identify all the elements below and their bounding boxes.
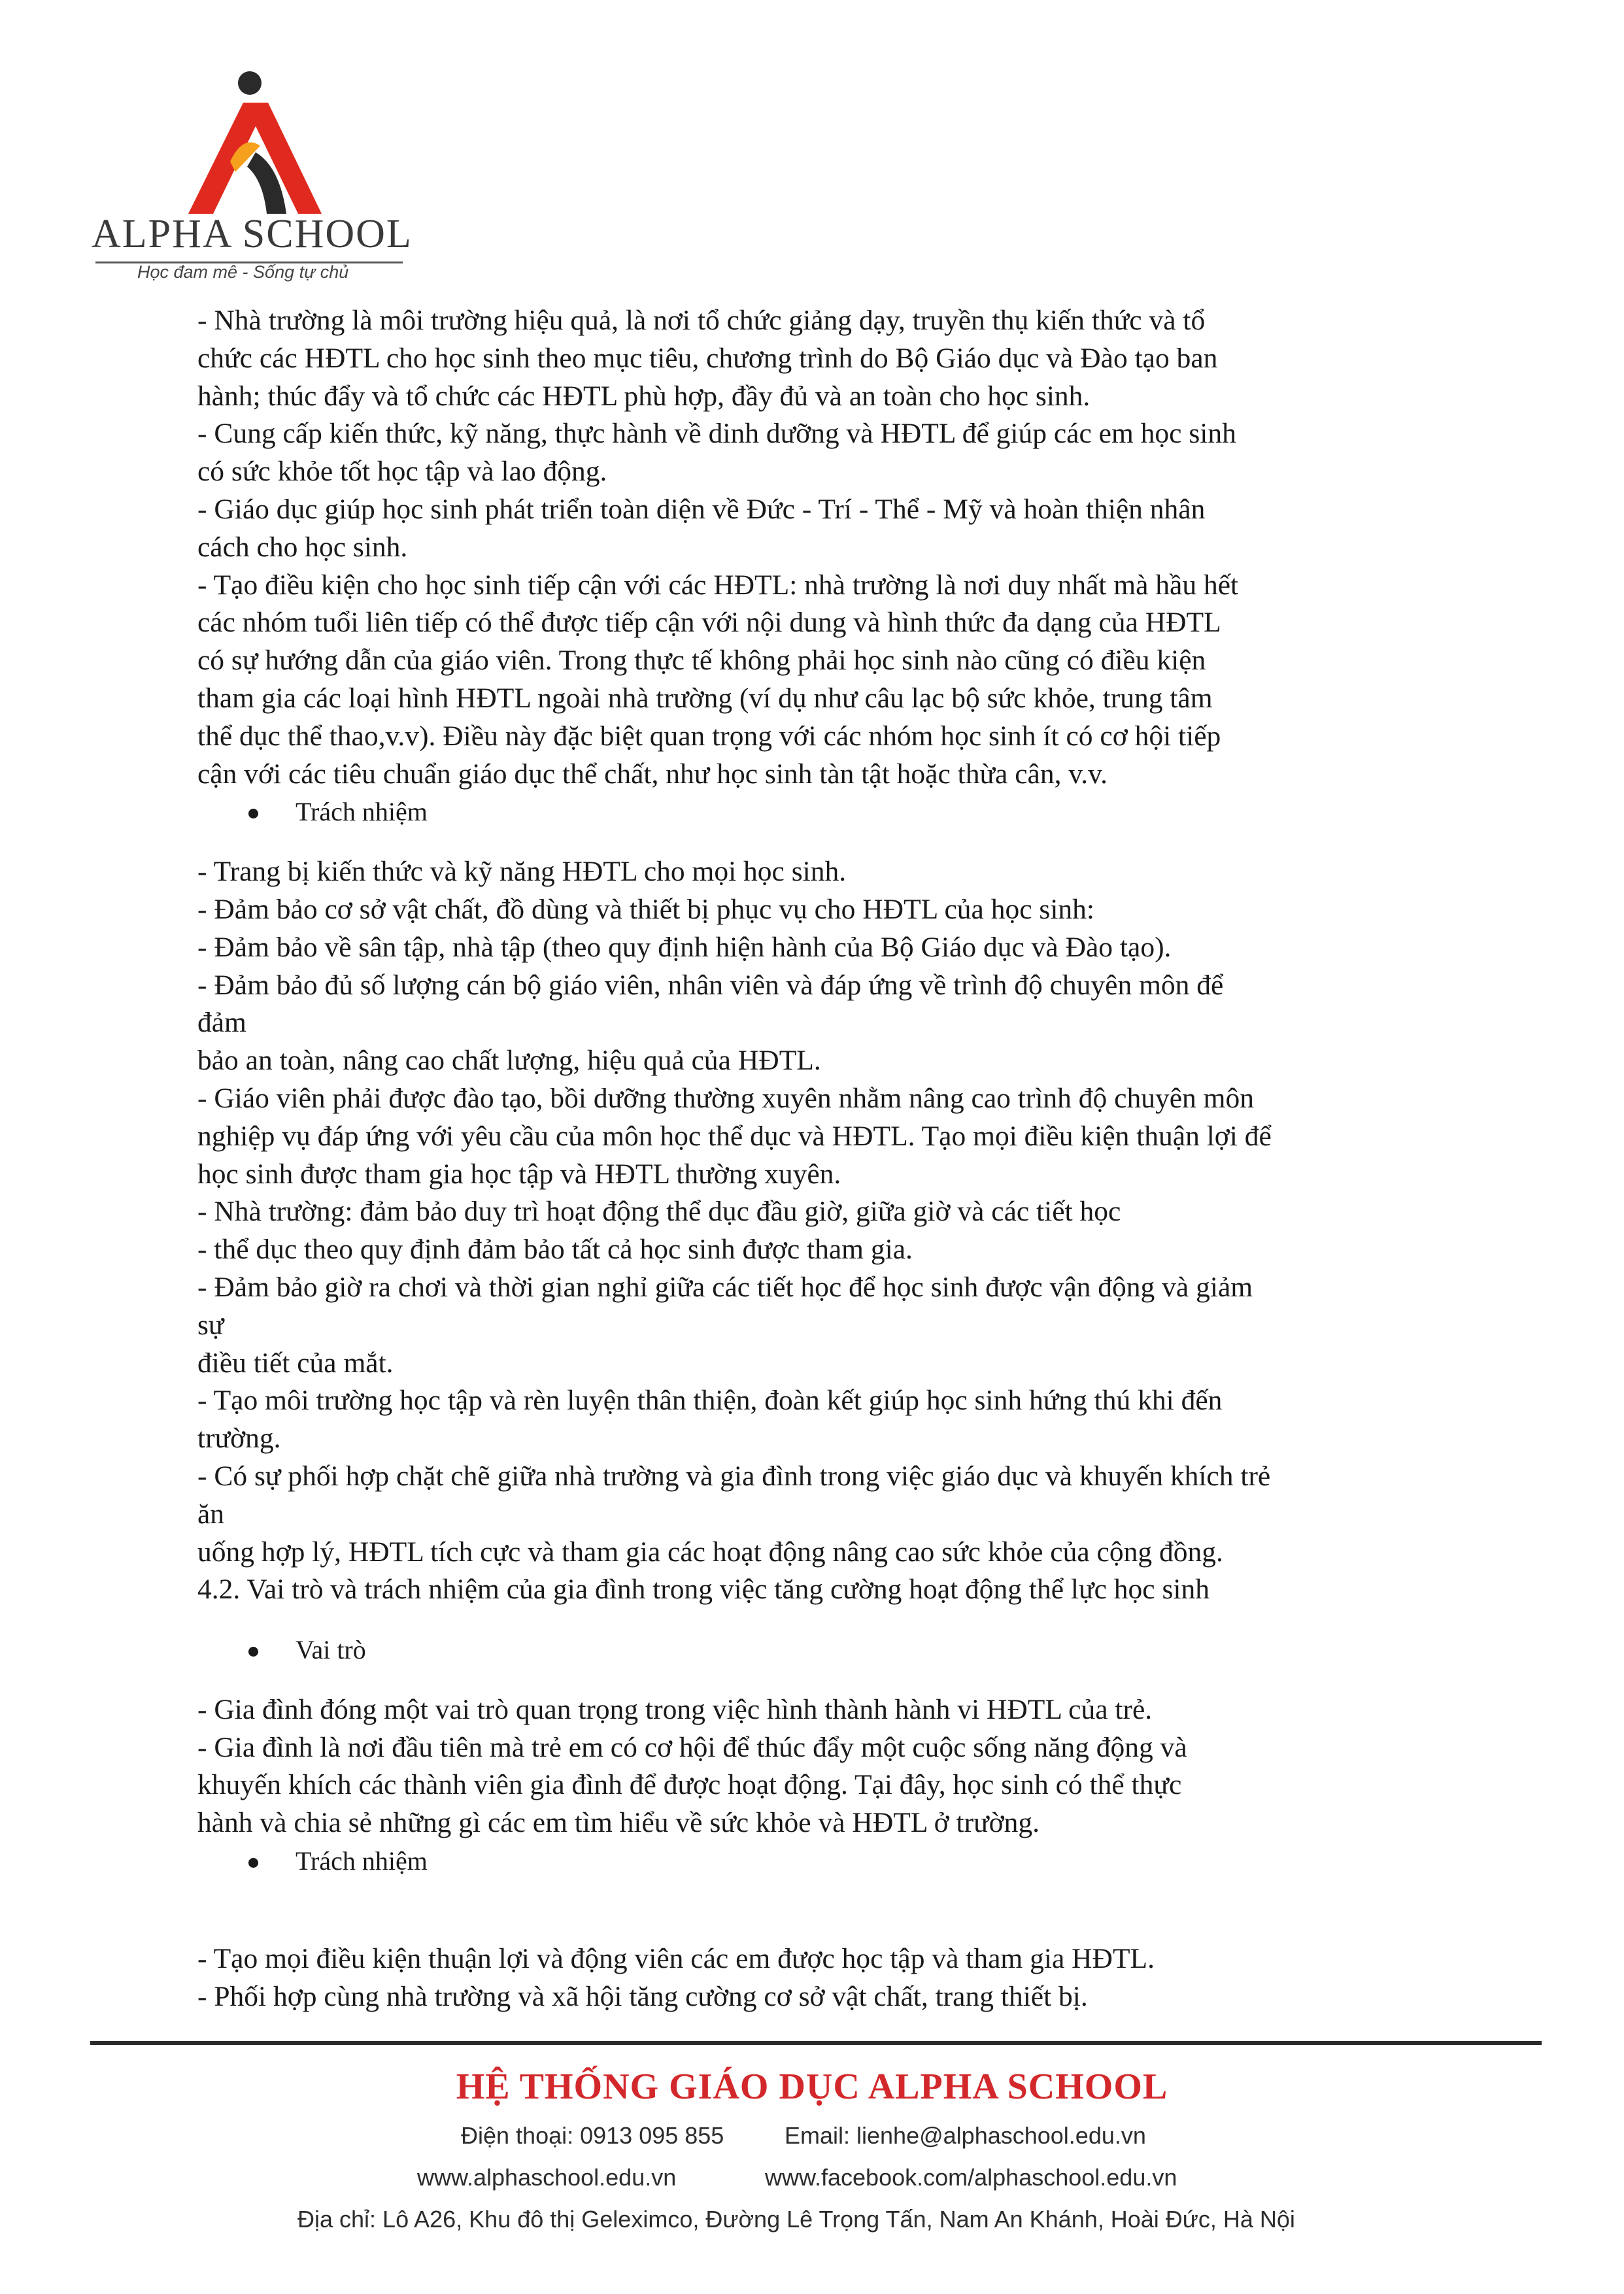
- family-responsibilities-section: [197, 1940, 1466, 2016]
- text-line: - Giáo viên phải được đào tạo, bồi dưỡng thường xuyên nhằm nâng cao trình độ chuyên môn: [197, 1082, 1254, 1114]
- text-line: hành và chia sẻ những gì các em tìm hiểu về sức khỏe và HĐTL ở trường.: [197, 1807, 1040, 1839]
- text-line: các nhóm tuổi liên tiếp có thể được tiếp cận với nội dung và hình thức đa dạng của HĐTL: [197, 607, 1221, 639]
- text-line: - Gia đình đóng một vai trò quan trọng trong việc hình thành hành vi HĐTL của trẻ.: [197, 1693, 1153, 1725]
- text-line: - Đảm bảo cơ sở vật chất, đồ dùng và thiết bị phục vụ cho HĐTL của học sinh:: [197, 893, 1095, 925]
- footer-phone: Điện thoại: 0913 095 855: [461, 2122, 724, 2149]
- text-line: cách cho học sinh.: [197, 531, 408, 563]
- footer-facebook-link[interactable]: www.facebook.com/alphaschool.edu.vn: [765, 2164, 1177, 2191]
- bullet-label: Trách nhiệm: [296, 1846, 428, 1876]
- alpha-logo-icon: [170, 69, 340, 216]
- text-line: thể dục thể thao,v.v). Điều này đặc biệt quan trọng với các nhóm học sinh ít có cơ hội tiếp: [197, 720, 1221, 752]
- bullet-label: Trách nhiệm: [296, 797, 428, 827]
- logo-tagline: Học đam mê - Sống tự chủ: [137, 262, 349, 282]
- text-line: - thể dục theo quy định đảm bảo tất cả học sinh được tham gia.: [197, 1234, 913, 1266]
- text-line: - Đảm bảo về sân tập, nhà tập (theo quy định hiện hành của Bộ Giáo dục và Đào tạo).: [197, 931, 1172, 963]
- text-line: trường.: [197, 1423, 281, 1455]
- text-line: khuyến khích các thành viên gia đình để được hoạt động. Tại đây, học sinh có thể thực: [197, 1769, 1182, 1801]
- text-line: sự: [197, 1309, 224, 1341]
- text-line: học sinh được tham gia học tập và HĐTL thường xuyên.: [197, 1158, 841, 1190]
- bullet-dot-icon: [248, 1647, 258, 1657]
- document-body: [197, 302, 1466, 2016]
- school-roles-section: [197, 302, 1466, 793]
- school-logo: [92, 69, 418, 291]
- text-line: nghiệp vụ đáp ứng với yêu cầu của môn học thể dục và HĐTL. Tạo mọi điều kiện thuận lợi để: [197, 1120, 1272, 1152]
- school-responsibilities-section: [197, 853, 1466, 1609]
- text-line: đảm: [197, 1007, 246, 1039]
- text-line: - Giáo dục giúp học sinh phát triển toàn diện về Đức - Trí - Thể - Mỹ và hoàn thiện nhân: [197, 493, 1206, 525]
- text-line: uống hợp lý, HĐTL tích cực và tham gia các hoạt động nâng cao sức khỏe của cộng đồng.: [197, 1536, 1223, 1568]
- bullet-label: Vai trò: [296, 1635, 366, 1665]
- text-line: ăn: [197, 1498, 225, 1530]
- bullet-school-responsibility: [197, 793, 1466, 831]
- text-line: có sức khỏe tốt học tập và lao động.: [197, 456, 607, 488]
- text-line: tham gia các loại hình HĐTL ngoài nhà trường (ví dụ như câu lạc bộ sức khỏe, trung tâm: [197, 682, 1213, 714]
- footer-divider: [90, 2041, 1542, 2045]
- text-line: - Tạo mọi điều kiện thuận lợi và động viên các em được học tập và tham gia HĐTL.: [197, 1942, 1155, 1974]
- spacer: [197, 1880, 1466, 1940]
- text-line: chức các HĐTL cho học sinh theo mục tiêu, chương trình do Bộ Giáo dục và Đào tạo ban: [197, 342, 1218, 374]
- footer-title: HỆ THỐNG GIÁO DỤC ALPHA SCHOOL: [456, 2066, 1168, 2107]
- text-line: bảo an toàn, nâng cao chất lượng, hiệu quả của HĐTL.: [197, 1045, 821, 1077]
- text-line: - Tạo môi trường học tập và rèn luyện thân thiện, đoàn kết giúp học sinh hứng thú khi đến: [197, 1385, 1223, 1417]
- bullet-dot-icon: [248, 1858, 258, 1868]
- logo-wordmark: ALPHA SCHOOL: [92, 212, 413, 256]
- spacer: [197, 1609, 1466, 1631]
- spacer: [197, 831, 1466, 853]
- text-line: có sự hướng dẫn của giáo viên. Trong thực tế không phải học sinh nào cũng có điều kiện: [197, 645, 1206, 677]
- text-line: - Tạo điều kiện cho học sinh tiếp cận với các HĐTL: nhà trường là nơi duy nhất mà hầu hết: [197, 569, 1239, 601]
- text-line: - Nhà trường: đảm bảo duy trì hoạt động thể dục đầu giờ, giữa giờ và các tiết học: [197, 1196, 1121, 1228]
- text-line: - Phối hợp cùng nhà trường và xã hội tăng cường cơ sở vật chất, trang thiết bị.: [197, 1980, 1088, 2012]
- bullet-family-role: [197, 1631, 1466, 1669]
- text-line: cận với các tiêu chuẩn giáo dục thể chất, như học sinh tàn tật hoặc thừa cân, v.v.: [197, 758, 1108, 790]
- text-line: - Đảm bảo đủ số lượng cán bộ giáo viên, nhân viên và đáp ứng về trình độ chuyên môn để: [197, 969, 1224, 1001]
- spacer: [197, 1669, 1466, 1691]
- footer-website-link[interactable]: www.alphaschool.edu.vn: [417, 2164, 677, 2191]
- section-heading: 4.2. Vai trò và trách nhiệm của gia đình trong việc tăng cường hoạt động thể lực học sinh: [197, 1574, 1210, 1606]
- text-line: - Nhà trường là môi trường hiệu quả, là nơi tổ chức giảng dạy, truyền thụ kiến thức và tổ: [197, 305, 1206, 336]
- text-line: - Có sự phối hợp chặt chẽ giữa nhà trường và gia đình trong việc giáo dục và khuyến khích trẻ: [197, 1460, 1271, 1492]
- footer-address: Địa chỉ: Lô A26, Khu đô thị Geleximco, Đường Lê Trọng Tấn, Nam An Khánh, Hoài Đức, Hà Nội: [297, 2206, 1295, 2233]
- text-line: - Đảm bảo giờ ra chơi và thời gian nghỉ giữa các tiết học để học sinh được vận động và giảm: [197, 1271, 1253, 1303]
- bullet-family-responsibility: [197, 1842, 1466, 1880]
- bullet-dot-icon: [248, 809, 258, 818]
- family-roles-section: [197, 1691, 1466, 1842]
- text-line: hành; thúc đẩy và tổ chức các HĐTL phù hợp, đầy đủ và an toàn cho học sinh.: [197, 380, 1091, 412]
- text-line: - Gia đình là nơi đầu tiên mà trẻ em có cơ hội để thúc đẩy một cuộc sống năng động và: [197, 1731, 1187, 1763]
- text-line: điều tiết của mắt.: [197, 1347, 394, 1379]
- text-line: - Cung cấp kiến thức, kỹ năng, thực hành về dinh dưỡng và HĐTL để giúp các em học sinh: [197, 418, 1236, 450]
- footer-email[interactable]: Email: lienhe@alphaschool.edu.vn: [785, 2122, 1146, 2149]
- text-line: - Trang bị kiến thức và kỹ năng HĐTL cho mọi học sinh.: [197, 856, 847, 888]
